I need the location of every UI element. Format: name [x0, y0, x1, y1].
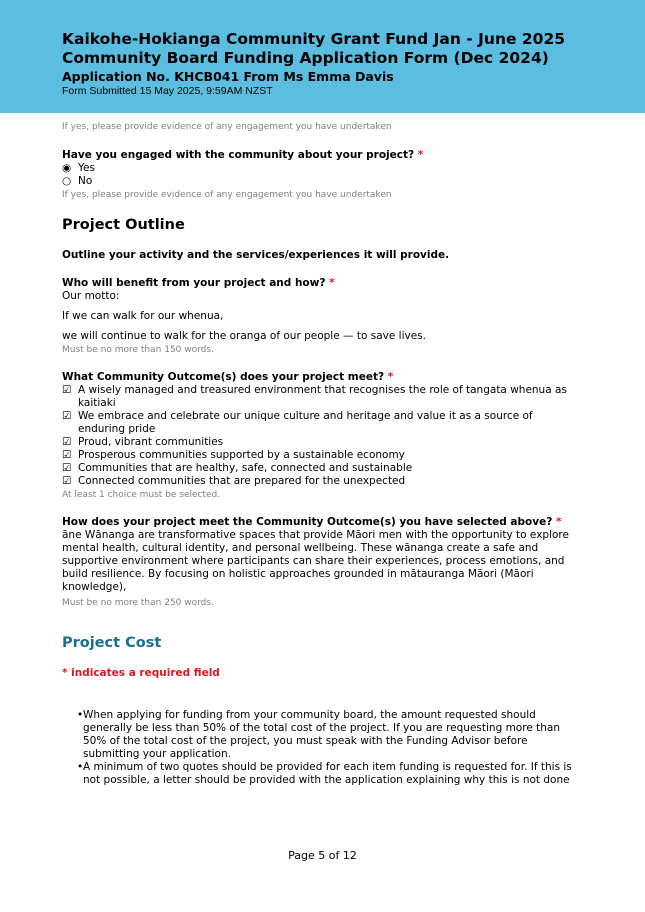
guideline-text: When applying for funding from your community board, the amount requested should generally be less than 50% of the total cost of the project. If you are requesting more than 50% of the total cost of the project, you must speak with the Funding Advisor before submitting your application.	[83, 709, 560, 760]
outcome-label: We embrace and celebrate our unique culture and heritage and value it as a source of enduring pride	[78, 410, 533, 435]
project-outline-subheading: Outline your activity and the services/experiences it will provide.	[62, 249, 450, 261]
page-number: Page 5 of 12	[288, 849, 357, 862]
checkbox-checked-icon: ☑	[62, 436, 72, 448]
outcome-label: Communities that are healthy, safe, connected and sustainable	[78, 462, 413, 474]
engagement-evidence-hint: If yes, please provide evidence of any engagement you have undertaken	[62, 190, 392, 200]
checkbox-checked-icon: ☑	[62, 475, 72, 487]
radio-option-label: No	[78, 175, 93, 187]
outcome-justification-answer: āne Wānanga are transformative spaces that provide Māori men with the opportunity to explore mental health, cultural identity, and personal wellbeing. These wānanga create a safe and supportive environment where participants can share their experiences, process emotions, and build resilience. By focusing on holistic approaches grounded in mātauranga Māori (Māori knowledge),	[62, 529, 569, 593]
outcome-checkbox[interactable]	[62, 384, 572, 410]
checkbox-checked-icon: ☑	[62, 462, 72, 474]
outcome-justification-question: How does your project meet the Community Outcome(s) you have selected above? *	[62, 516, 562, 528]
checkbox-checked-icon: ☑	[62, 384, 72, 396]
application-number: Application No. KHCB041 From Ms Emma Davis	[62, 69, 394, 84]
outcome-label: Proud, vibrant communities	[78, 436, 224, 448]
engagement-evidence-hint-top: If yes, please provide evidence of any engagement you have undertaken	[62, 122, 392, 132]
list-item	[77, 761, 572, 787]
list-item	[77, 709, 572, 761]
radio-selected-icon: ◉	[62, 162, 72, 174]
bullet-icon: •	[77, 709, 84, 721]
required-asterisk: *	[417, 149, 424, 161]
radio-option-label: Yes	[78, 162, 95, 174]
outcome-question: What Community Outcome(s) does your project meet? *	[62, 371, 394, 383]
bullet-icon: •	[77, 761, 84, 773]
outcome-checkbox-list	[62, 384, 572, 488]
outcome-checkbox[interactable]	[62, 436, 572, 449]
guideline-text: A minimum of two quotes should be provided for each item funding is requested for. If this is not possible, a letter should be provided with the application explaining why this is not done	[83, 761, 572, 786]
project-cost-heading: Project Cost	[62, 635, 162, 651]
radio-option-no[interactable]	[62, 175, 572, 188]
project-outline-heading: Project Outline	[62, 217, 185, 233]
outcome-checkbox[interactable]	[62, 449, 572, 462]
outcome-label: Connected communities that are prepared for the unexpected	[78, 475, 406, 487]
outcome-justification-word-limit-hint: Must be no more than 250 words.	[62, 598, 214, 608]
required-asterisk: *	[555, 516, 562, 528]
required-field-note: * indicates a required field	[62, 667, 220, 679]
outcome-checkbox[interactable]	[62, 462, 572, 475]
form-content	[62, 120, 572, 787]
checkbox-checked-icon: ☑	[62, 449, 72, 461]
benefit-answer-line: If we can walk for our whenua,	[62, 310, 224, 322]
benefit-answer-line: we will continue to walk for the oranga of our people — to save lives.	[62, 330, 426, 342]
outcome-checkbox[interactable]	[62, 410, 572, 436]
engagement-question: Have you engaged with the community about your project? *	[62, 149, 424, 161]
form-title-line1: Kaikohe-Hokianga Community Grant Fund Jan - June 2025	[62, 30, 566, 48]
required-asterisk: *	[387, 371, 394, 383]
required-asterisk: *	[329, 277, 335, 289]
benefit-answer-line: Our motto:	[62, 290, 120, 302]
outcome-label: A wisely managed and treasured environment that recognises the role of tangata whenua as kaitiaki	[78, 384, 567, 409]
radio-unselected-icon: ○	[62, 175, 72, 187]
checkbox-checked-icon: ☑	[62, 410, 72, 422]
benefit-question: Who will benefit from your project and how? *	[62, 277, 335, 289]
submission-timestamp: Form Submitted 15 May 2025, 9:59AM NZST	[62, 85, 273, 97]
project-cost-guidelines	[62, 709, 572, 787]
outcome-selection-hint: At least 1 choice must be selected.	[62, 490, 221, 500]
benefit-word-limit-hint: Must be no more than 150 words.	[62, 345, 214, 355]
radio-option-yes[interactable]	[62, 162, 572, 175]
form-header	[0, 0, 645, 113]
outcome-label: Prosperous communities supported by a sustainable economy	[78, 449, 405, 461]
form-title-line2: Community Board Funding Application Form (Dec 2024)	[62, 49, 549, 67]
outcome-checkbox[interactable]	[62, 475, 572, 488]
